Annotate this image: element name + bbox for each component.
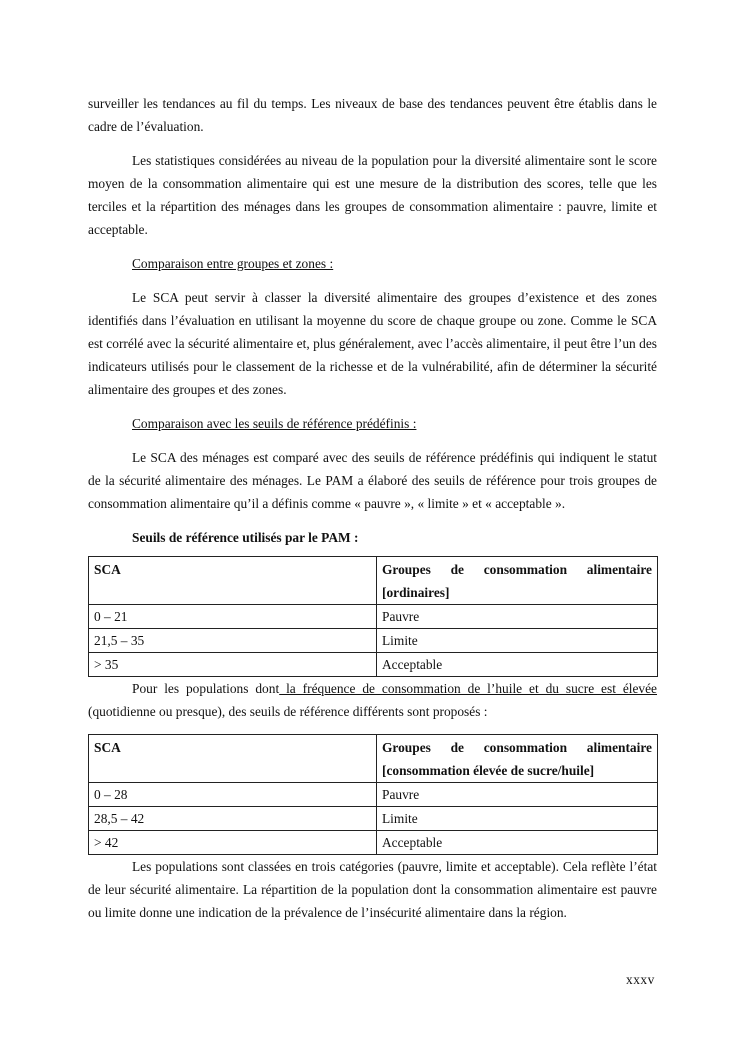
table-cell: Pauvre (377, 783, 658, 807)
table-header-cell (377, 557, 658, 605)
table-row (89, 807, 658, 831)
table-cell: Pauvre (377, 605, 658, 629)
table-header-cell (377, 735, 658, 783)
paragraph-high-oil-sugar (88, 677, 657, 723)
paragraph-population-statistics: Les statistiques considérées au niveau de la population pour la diversité alimentaire sont le score moyen de la consommation alimentaire qui est une mesure de la distribution des scores, telle que les terciles et la répartition des ménages dans les groupes de consommation alimentaire : pauvre, limite et acceptable. (88, 153, 657, 237)
heading-wfp-thresholds: Seuils de référence utilisés par le PAM : (132, 530, 359, 545)
table-header-row (89, 557, 658, 605)
table-row (89, 653, 658, 677)
thresholds-table-high-sugar-oil (88, 734, 658, 855)
paragraph-high-oil-sugar-underlined: la fréquence de consommation de l’huile et du sucre est élevée (279, 681, 658, 696)
table-header-cell: SCA (89, 735, 377, 783)
document-body (88, 92, 657, 924)
paragraph-high-oil-sugar-end: (quotidienne ou presque), des seuils de référence différents sont proposés : (88, 704, 488, 719)
thresholds-table-ordinary (88, 556, 658, 677)
table-cell: Acceptable (377, 653, 658, 677)
table-row (89, 629, 658, 653)
table-cell: 0 – 28 (89, 783, 377, 807)
table-row (89, 605, 658, 629)
table-header-text: Groupes de consommation alimentaire [consommation élevée de sucre/huile] (382, 740, 652, 778)
paragraph-population-categories: Les populations sont classées en trois catégories (pauvre, limite et acceptable). Cela reflète l’état de leur sécurité alimentaire. La répartition de la population dont la consommation alimentaire est pauvre ou limite donne une indication de la prévalence de l’insécurité alimentaire dans la région. (88, 859, 657, 920)
paragraph-trends: surveiller les tendances au fil du temps. Les niveaux de base des tendances peuvent être établis dans le cadre de l’évaluation. (88, 96, 657, 134)
table-cell: Acceptable (377, 831, 658, 855)
page-number: xxxv (626, 972, 655, 987)
heading-comparison-thresholds-text: Comparaison avec les seuils de référence prédéfinis : (132, 416, 417, 431)
table-row (89, 831, 658, 855)
heading-comparison-groups-zones (88, 252, 657, 275)
heading-comparison-groups-zones-text: Comparaison entre groupes et zones : (132, 256, 334, 271)
table-cell: 28,5 – 42 (89, 807, 377, 831)
table-cell: Limite (377, 629, 658, 653)
heading-comparison-thresholds (88, 412, 657, 435)
table-cell: 0 – 21 (89, 605, 377, 629)
table-cell: Limite (377, 807, 658, 831)
table-header-cell: SCA (89, 557, 377, 605)
table-cell: > 35 (89, 653, 377, 677)
table-header-row (89, 735, 658, 783)
paragraph-high-oil-sugar-start: Pour les populations dont (132, 681, 280, 696)
paragraph-sca-classification: Le SCA peut servir à classer la diversité alimentaire des groupes d’existence et des zones identifiés dans l’évaluation en utilisant la moyenne du score de chaque groupe ou zone. Comme le SCA est corrélé avec la sécurité alimentaire et, plus généralement, avec l’accès alimentaire, il peut être l’un des indicateurs utilisés pour le classement de la richesse et de la vulnérabilité, afin de déterminer la sécurité alimentaire des groupes et des zones. (88, 290, 657, 397)
paragraph-household-sca: Le SCA des ménages est comparé avec des seuils de référence prédéfinis qui indiquent le statut de la sécurité alimentaire des ménages. Le PAM a élaboré des seuils de référence pour trois groupes de consommation alimentaire qu’il a définis comme « pauvre », « limite » et « acceptable ». (88, 450, 657, 511)
table-cell: 21,5 – 35 (89, 629, 377, 653)
table-header-text: Groupes de consommation alimentaire [ordinaires] (382, 562, 652, 600)
table-cell: > 42 (89, 831, 377, 855)
table-row (89, 783, 658, 807)
